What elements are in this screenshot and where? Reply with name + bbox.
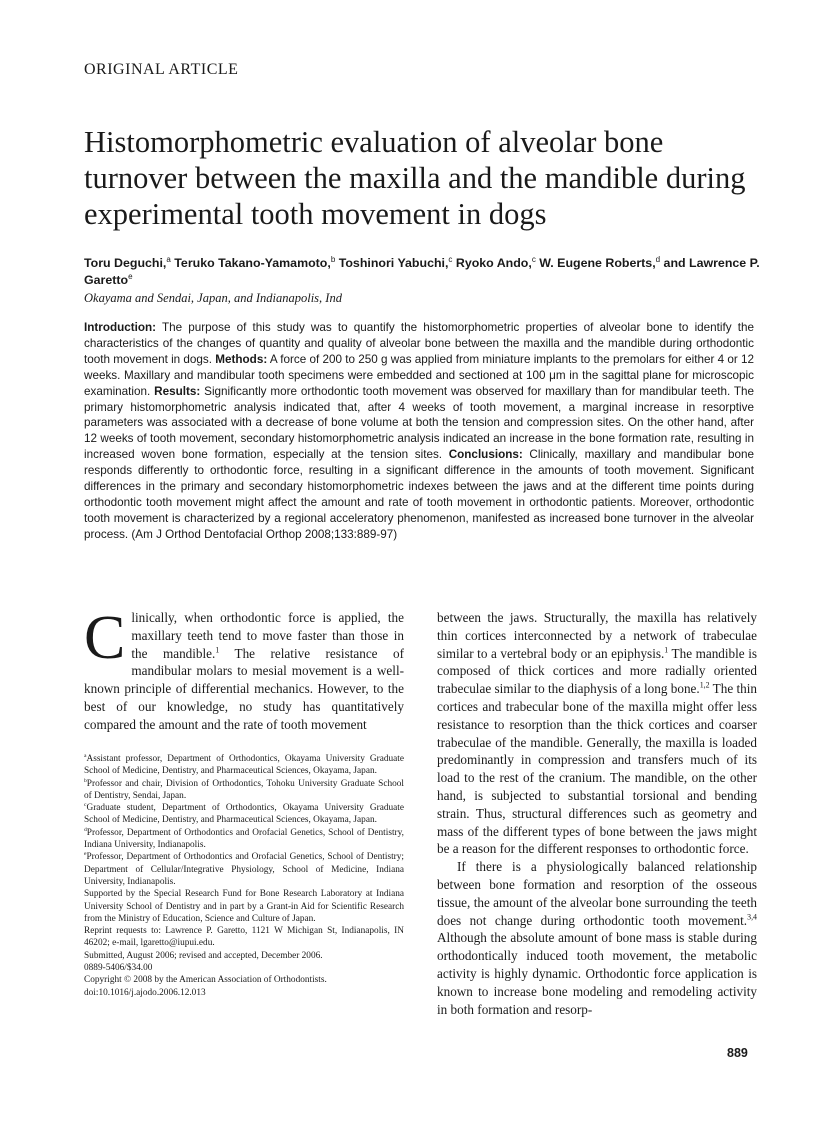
- footnote-d: $^d$Professor, Department of Orthodontics and Orofacial Genetics, School of Dentistry, Indiana University, Indianapolis.: [84, 826, 404, 851]
- abstract-conclusions-text: Clinically, maxillary and mandibular bone responds differently to orthodontic force, resulting in a significant difference in the amounts of tooth movement. Significant differences in the primary and secondary histomorphometric indexes between the jaws and at the different time points during orthodontic tooth movement might affect the amount and rate of tooth movement in orthodontic patients. Moreover, orthodontic tooth movement is characterized by a regional acceleratory phenomenon, manifested as increased bone turnover in the alveolar process. (Am J Orthod Dentofacial Orthop 2008;133:889-97): [84, 448, 755, 541]
- body-paragraph: [437, 609, 757, 858]
- author: Toru Deguchi,: [84, 256, 167, 270]
- footnote-c: $^c$Graduate student, Department of Orthodontics, Okayama University Graduate School of Medicine, Dentistry, and Pharmaceutical Sciences, Okayama, Japan.: [84, 802, 404, 826]
- author-mark: d: [655, 254, 661, 264]
- author: Toshinori Yabuchi,: [338, 256, 449, 270]
- author-mark: c: [531, 254, 536, 264]
- author: and Lawrence P. Garetto: [84, 256, 760, 287]
- author-mark: a: [166, 254, 171, 264]
- drop-cap: C: [84, 604, 126, 672]
- citation-ref[interactable]: 3,4: [747, 912, 757, 922]
- funding-note: Supported by the Special Research Fund for Bone Research Laboratory at Indiana University School of Dentistry and in part by a Grant-in Aid for Scientific Research from the Ministry of Education, Science and Culture of Japan.: [84, 889, 404, 924]
- author-list: [84, 255, 764, 289]
- author-mark: b: [330, 254, 336, 264]
- body-text: The mandible is composed of thick cortices and more radially oriented trabeculae similar to the diaphysis of a long bone.: [437, 645, 757, 697]
- footnote-b: $^b$Professor and chair, Division of Orthodontics, Tohoku University Graduate School of Dentistry, Sendai, Japan.: [84, 777, 404, 801]
- body-text: The relative resistance of mandibular molars to mesial movement is a well-known principle of differential mechanics. However, to the best of our knowledge, no study has quantitatively compared the amount and the rate of tooth movement: [84, 645, 404, 732]
- abstract-methods-text: A force of 200 to 250 g was applied from miniature implants to the premolars for either 4 or 12 weeks. Maxillary and mandibular tooth specimens were embedded and sectioned at 100 μm in the sagittal plane for microscopic examination.: [84, 352, 755, 398]
- doi-note[interactable]: doi:10.1016/j.ajodo.2006.12.013: [84, 987, 206, 998]
- page-number: 889: [727, 1046, 748, 1060]
- abstract-methods-label: Methods:: [215, 352, 268, 366]
- abstract: [84, 320, 754, 543]
- citation-ref[interactable]: 1: [215, 645, 220, 655]
- footnote-e: $^e$Professor, Department of Orthodontics and Orofacial Genetics, School of Dentistry; Department of Cellular/Integrative Physiology, School of Medicine, Indiana University, Indianapolis.: [84, 851, 404, 887]
- body-paragraph: [84, 604, 404, 734]
- abstract-results-label: Results:: [154, 384, 201, 398]
- author: W. Eugene Roberts,: [539, 256, 656, 270]
- footnote-a: $^a$Assistant professor, Department of Orthodontics, Okayama University Graduate School of Medicine, Dentistry, and Pharmaceutical Sciences, Okayama, Japan.: [84, 752, 404, 777]
- abstract-conclusions-label: Conclusions:: [448, 448, 523, 462]
- price-note: 0889-5406/$34.00: [84, 963, 153, 974]
- body-text: linically, when orthodontic force is applied, the maxillary teeth tend to move faster than those in the mandible.: [131, 610, 404, 661]
- author-mark: e: [128, 271, 133, 281]
- article-title: Histomorphometric evaluation of alveolar bone turnover between the maxilla and the mandible during experimental tooth movement in dogs: [84, 125, 746, 231]
- abstract-intro-text: The purpose of this study was to quantify the histomorphometric properties of alveolar bone to identify the characteristics of the changes of quantity and quality of alveolar bone between the maxilla and the mandible during orthodontic tooth movement in dogs.: [84, 321, 754, 366]
- body-text: If there is a physiologically balanced relationship between bone formation and resorption of the osseous tissue, the amount of the alveolar bone surrounding the teeth does not change during orthodontic tooth movement.: [437, 859, 757, 928]
- body-text: The thin cortices and trabecular bone of the maxilla might offer less resistance to resorption than the thick cortices and coarser trabeculae of the mandible. Generally, the maxilla is loaded predominantly in compression and transfers much of its load to the rest of the cranium. The mandible, on the other hand, is subjected to substantial torsional and bending strain. Thus, structural differences such as geometry and mass of the different types of bone between the jaws might be a reason for the different responses to orthodontic force.: [437, 681, 757, 857]
- affiliation-places: Okayama and Sendai, Japan, and Indianapolis, Ind: [84, 291, 342, 305]
- dates-note: Submitted, August 2006; revised and accepted, December 2006.: [84, 950, 323, 961]
- abstract-intro-label: Introduction:: [84, 321, 157, 334]
- body-paragraph: [437, 858, 757, 1018]
- citation-ref[interactable]: 1: [664, 645, 669, 655]
- author-mark: c: [448, 254, 453, 264]
- abstract-results-text: Significantly more orthodontic tooth movement was observed for maxillary than for mandibular teeth. The primary histomorphometric analysis indicated that, after 4 weeks of tooth movement, a marginal increase in resorptive parameters was associated with a decrease of bone volume at both the tension and compression sites. On the other hand, after 12 weeks of tooth movement, secondary histomorphometric analysis indicated an increase in the bone formation rate, resulting in increased woven bone formation, especially at the tension sites.: [84, 384, 754, 462]
- body-column-left: [84, 604, 404, 734]
- reprint-note: Reprint requests to: Lawrence P. Garetto, 1121 W Michigan St, Indianapolis, IN 46202; e-mail, lgaretto@iupui.edu.: [84, 926, 404, 949]
- body-text: between the jaws. Structurally, the maxilla has relatively thin cortices interconnected by a network of trabeculae similar to a vertebral body or an epiphysis.: [437, 610, 757, 661]
- copyright-note: Copyright © 2008 by the American Association of Orthodontists.: [84, 975, 327, 986]
- section-label: ORIGINAL ARTICLE: [84, 61, 239, 78]
- citation-ref[interactable]: 1,2: [699, 680, 710, 690]
- author: Teruko Takano-Yamamoto,: [174, 256, 331, 270]
- author: Ryoko Ando,: [455, 256, 532, 270]
- body-text: Although the absolute amount of bone mass is stable during orthodontically induced tooth movement, the metabolic activity is highly dynamic. Orthodontic force application is known to increase bone modeling and remodeling activity in both formation and resorp-: [437, 930, 757, 1017]
- footnotes: [84, 753, 404, 999]
- body-column-right: [437, 609, 757, 1018]
